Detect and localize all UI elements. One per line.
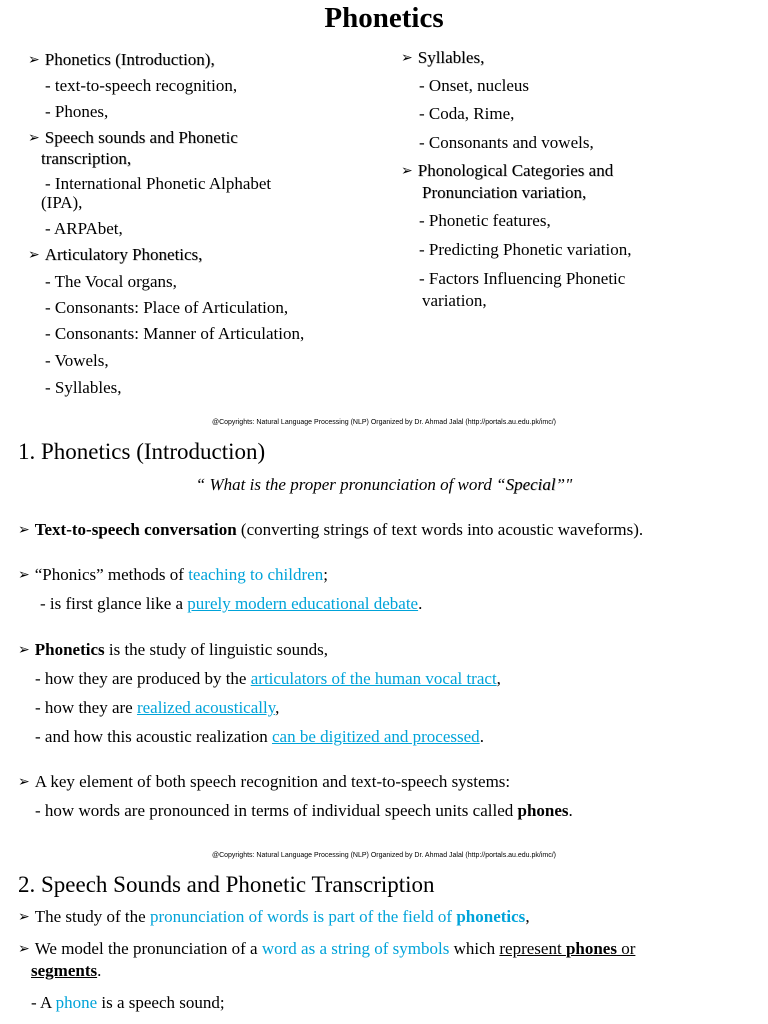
toc-heading-cont: transcription, bbox=[41, 149, 132, 168]
toc-item: - Consonants and vowels, bbox=[419, 133, 594, 152]
arrow-bullet-icon: ➢ bbox=[401, 50, 413, 66]
bullet-phonetics: ➢ Phonetics is the study of linguistic sounds, bbox=[18, 640, 328, 659]
bullet-phonics: ➢ “Phonics” methods of teaching to children; bbox=[18, 565, 328, 584]
bullet-study: ➢ The study of the pronunciation of words is part of the field of phonetics, bbox=[18, 907, 530, 926]
bullet-key-element: ➢ A key element of both speech recognition and text-to-speech systems: bbox=[18, 772, 511, 791]
bullet-model: ➢ We model the pronunciation of a word as a string of symbols which represent phones or bbox=[18, 939, 636, 958]
toc-item: - Consonants: Manner of Articulation, bbox=[45, 324, 305, 343]
arrow-bullet-icon: ➢ bbox=[18, 522, 30, 538]
arrow-bullet-icon: ➢ bbox=[18, 774, 30, 790]
toc-item: - International Phonetic Alphabet bbox=[45, 174, 272, 193]
sub-item-digitized: - and how this acoustic realization can be digitized and processed. bbox=[35, 727, 484, 746]
arrow-bullet-icon: ➢ bbox=[28, 52, 40, 68]
arrow-bullet-icon: ➢ bbox=[28, 247, 40, 263]
toc-heading-cont: Pronunciation variation, bbox=[422, 183, 587, 202]
toc-item: (IPA), bbox=[41, 193, 83, 212]
arrow-bullet-icon: ➢ bbox=[401, 163, 413, 179]
copyright-footer: @Copyrights: Natural Language Processing (NLP) Organized by Dr. Ahmad Jalal (http://portals.au.edu.pk/imc/) bbox=[211, 852, 557, 859]
toc-right bbox=[401, 48, 631, 311]
toc-heading: ➢ Speech sounds and Phonetic bbox=[28, 128, 238, 147]
toc-item: - text-to-speech recognition, bbox=[45, 76, 238, 95]
arrow-bullet-icon: ➢ bbox=[18, 909, 30, 925]
bullet-tts: ➢ Text-to-speech conversation (converting strings of text words into acoustic waveforms). bbox=[18, 520, 644, 539]
bullet-model-cont: segments. bbox=[31, 961, 102, 980]
toc-item: - Predicting Phonetic variation, bbox=[419, 240, 632, 259]
arrow-bullet-icon: ➢ bbox=[28, 130, 40, 146]
toc-left bbox=[28, 50, 304, 398]
toc-item: variation, bbox=[422, 291, 487, 310]
toc-item: - ARPAbet, bbox=[45, 219, 123, 238]
copyright-footer: @Copyrights: Natural Language Processing (NLP) Organized by Dr. Ahmad Jalal (http://portals.au.edu.pk/imc/) bbox=[211, 419, 557, 426]
sub-item-glance: - is first glance like a purely modern educational debate. bbox=[40, 594, 423, 613]
toc-item: - Syllables, bbox=[45, 378, 122, 397]
toc-heading: ➢ Syllables, bbox=[401, 48, 485, 67]
toc-item: - Phonetic features, bbox=[419, 211, 551, 230]
section-title: 1. Phonetics (Introduction) bbox=[18, 439, 266, 464]
page-title: Phonetics bbox=[324, 2, 444, 34]
arrow-bullet-icon: ➢ bbox=[18, 642, 30, 658]
toc-heading: ➢ Articulatory Phonetics, bbox=[28, 245, 203, 264]
link-educational-debate[interactable]: purely modern educational debate bbox=[187, 594, 419, 613]
toc-heading: ➢ Phonological Categories and bbox=[401, 161, 614, 180]
toc-item: - Onset, nucleus bbox=[419, 76, 530, 95]
sub-item-realized: - how they are realized acoustically, bbox=[35, 698, 280, 717]
arrow-bullet-icon: ➢ bbox=[18, 941, 30, 957]
toc-item: - The Vocal organs, bbox=[45, 272, 177, 291]
toc-item: - Coda, Rime, bbox=[419, 104, 515, 123]
sub-item-produced: - how they are produced by the articulators of the human vocal tract, bbox=[35, 669, 501, 688]
link-digitized-processed[interactable]: can be digitized and processed bbox=[271, 727, 480, 746]
quote-line: “ What is the proper pronunciation of word “Special”" bbox=[195, 475, 573, 494]
sub-item-phones: - how words are pronounced in terms of individual speech units called phones. bbox=[35, 801, 573, 820]
toc-item: - Consonants: Place of Articulation, bbox=[45, 298, 289, 317]
link-realized-acoustically[interactable]: realized acoustically bbox=[136, 698, 276, 717]
sub-item-phone: - A phone is a speech sound; bbox=[31, 993, 225, 1012]
toc-item: - Phones, bbox=[45, 102, 109, 121]
arrow-bullet-icon: ➢ bbox=[18, 567, 30, 583]
section-title: 2. Speech Sounds and Phonetic Transcription bbox=[18, 872, 435, 897]
link-vocal-tract[interactable]: articulators of the human vocal tract bbox=[250, 669, 497, 688]
toc-heading: ➢ Phonetics (Introduction), bbox=[28, 50, 215, 69]
toc-item: - Factors Influencing Phonetic bbox=[419, 269, 626, 288]
toc-item: - Vowels, bbox=[45, 351, 109, 370]
